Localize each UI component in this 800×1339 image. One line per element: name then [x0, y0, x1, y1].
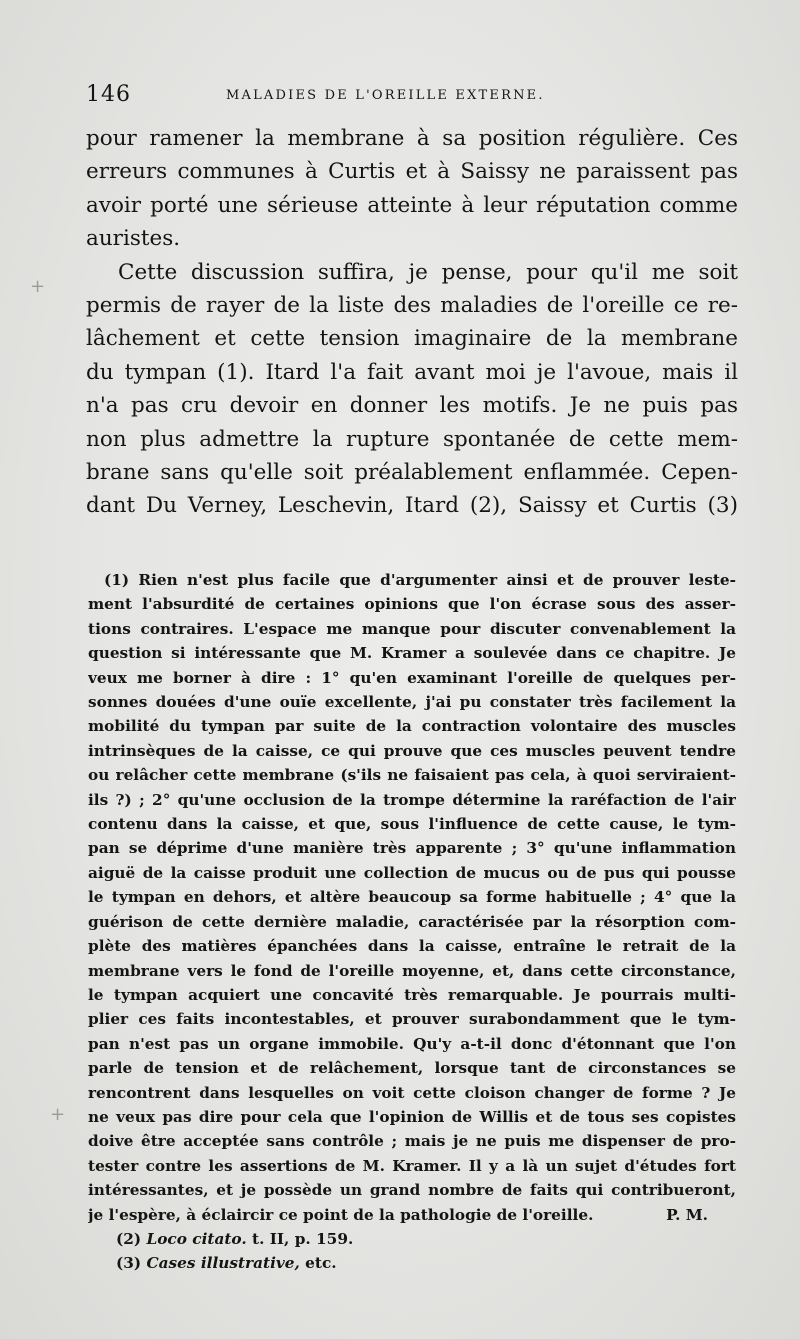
text-line: dant Du Verney, Leschevin, Itard (2), Saissy et Curtis (3) [86, 493, 738, 519]
footnote-line: (1) Rien n'est plus facile que d'argumenter ainsi et de prouver leste- [104, 571, 736, 589]
text-line: erreurs communes à Curtis et à Saissy ne paraissent pas [86, 159, 738, 185]
footnotes [88, 568, 736, 1276]
footnote-line: sonnes douées d'une ouïe excellente, j'ai pu constater très facilement la [88, 693, 736, 712]
page-number: 146 [86, 82, 131, 107]
footnote-line: contenu dans la caisse, et que, sous l'influence de cette cause, le tym- [88, 815, 736, 834]
footnote-2-rest: t. II, p. 159. [246, 1229, 354, 1248]
text-line: permis de rayer de la liste des maladies de l'oreille ce re- [86, 293, 738, 319]
footnote-line: veux me borner à dire : 1° qu'en examinant l'oreille de quelques per- [88, 668, 736, 687]
footnote-3-title: Cases illustrative, [146, 1254, 300, 1273]
text-line: non plus admettre la rupture spontanée de cette mem- [86, 426, 738, 452]
footnote-line: pan n'est pas un organe immobile. Qu'y a-t-il donc d'étonnant que l'on [88, 1034, 736, 1053]
footnote-line: membrane vers le fond de l'oreille moyenne, et, dans cette circonstance, [88, 961, 736, 980]
footnote-line: aiguë de la caisse produit une collection de mucus ou de pus qui pousse [88, 863, 736, 882]
footnote-line: rencontrent dans lesquelles on voit cette cloison changer de forme ? Je [88, 1083, 736, 1102]
footnote-line: intrinsèques de la caisse, ce qui prouve que ces muscles peuvent tendre [88, 741, 736, 760]
margin-cross-mark: + [30, 276, 46, 297]
footnote-line: ils ?) ; 2° qu'une occlusion de la trompe détermine la raréfaction de l'air [88, 790, 736, 809]
footnote-line: parle de tension et de relâchement, lorsque tant de circonstances se [88, 1059, 736, 1078]
footnote-signature: P. M. [666, 1205, 708, 1224]
footnote-line: ne veux pas dire pour cela que l'opinion de Willis et de tous ses copistes [88, 1107, 736, 1126]
text-line: avoir porté une sérieuse atteinte à leur réputation comme [86, 192, 738, 218]
page-header [86, 82, 736, 112]
footnote-line: pan se déprime d'une manière très apparente ; 3° qu'une inflammation [88, 839, 736, 858]
footnote-2 [88, 1227, 736, 1251]
footnote-line: je l'espère, à éclaircir ce point de la pathologie de l'oreille. [88, 1205, 594, 1224]
footnote-2-title: Loco citato. [146, 1229, 247, 1248]
footnote-line: plier ces faits incontestables, et prouver surabondamment que le tym- [88, 1010, 736, 1029]
text-line: lâchement et cette tension imaginaire de la membrane [86, 326, 738, 352]
footnote-line: ment l'absurdité de certaines opinions que l'on écrase sous des asser- [88, 595, 736, 614]
main-text [86, 122, 738, 523]
footnote-3 [88, 1251, 736, 1275]
text-line: brane sans qu'elle soit préalablement enflammée. Cepen- [86, 460, 738, 486]
text-line: Cette discussion suffira, je pense, pour qu'il me soit [118, 259, 738, 285]
text-line: du tympan (1). Itard l'a fait avant moi je l'avoue, mais il [86, 359, 738, 385]
footnote-line: question si intéressante que M. Kramer a soulevée dans ce chapitre. Je [88, 644, 736, 663]
footnote-line: ou relâcher cette membrane (s'ils ne faisaient pas cela, à quoi serviraient- [88, 766, 736, 785]
footnote-line: le tympan en dehors, et altère beaucoup sa forme habituelle ; 4° que la [88, 888, 736, 907]
footnote-signed-line [88, 1203, 736, 1227]
running-head: MALADIES DE L'OREILLE EXTERNE. [226, 88, 545, 103]
footnote-line: plète des matières épanchées dans la caisse, entraîne le retrait de la [88, 937, 736, 956]
footnote-3-rest: etc. [299, 1254, 337, 1273]
footnote-line: tions contraires. L'espace me manque pour discuter convenablement la [88, 619, 736, 638]
footnote-line: mobilité du tympan par suite de la contraction volontaire des muscles [88, 717, 736, 736]
text-line: pour ramener la membrane à sa position régulière. Ces [86, 126, 738, 151]
margin-cross-mark: + [50, 1104, 66, 1125]
footnote-line: le tympan acquiert une concavité très remarquable. Je pourrais multi- [88, 985, 736, 1004]
text-line: n'a pas cru devoir en donner les motifs. Je ne puis pas [86, 393, 738, 419]
text-line: auristes. [86, 226, 181, 252]
footnote-2-number: (2) [116, 1229, 142, 1248]
footnote-3-number: (3) [116, 1254, 142, 1273]
footnote-line: guérison de cette dernière maladie, caractérisée par la résorption com- [88, 912, 736, 931]
footnote-line: tester contre les assertions de M. Kramer. Il y a là un sujet d'études fort [88, 1156, 736, 1175]
footnote-line: intéressantes, et je possède un grand nombre de faits qui contribueront, [88, 1181, 736, 1200]
footnote-line: doive être acceptée sans contrôle ; mais je ne puis me dispenser de pro- [88, 1132, 736, 1151]
